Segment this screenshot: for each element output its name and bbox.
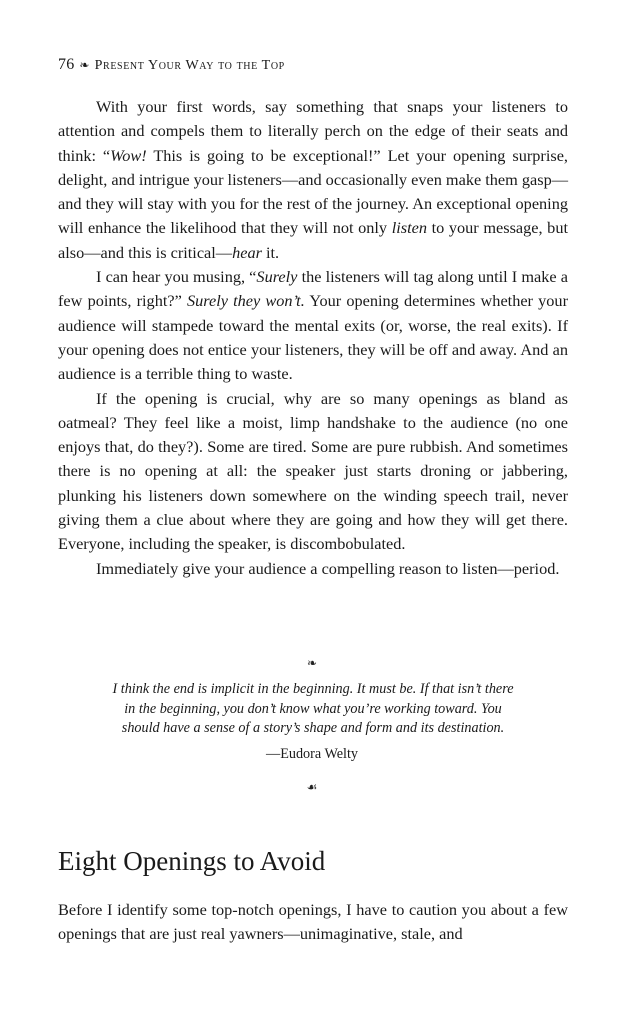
running-header	[58, 56, 285, 74]
paragraph: If the opening is crucial, why are so many openings as bland as oatmeal? They feel like a moist, limp handshake to the audience (no one enjoys that, do they?). Some are tired. Some are pure rubbish. And sometimes there is no opening at all: the speaker just starts droning or jabbering, plunking his listeners down somewhere on the winding speech trail, never giving them a clue about where they are going and how they will get there. Everyone, including the speaker, is discombobulated.	[58, 388, 568, 554]
running-title: Present Your Way to the Top	[94, 58, 285, 73]
page-number: 76	[58, 56, 75, 73]
paragraph: Before I identify some top-notch openings, I have to caution you about a few openings that are just real yawners—unimaginative, stale, and	[58, 900, 568, 944]
body-text	[58, 95, 568, 581]
fleuron-icon: ❧	[306, 656, 318, 670]
paragraph: I can hear you musing, “Surely the listeners will tag along until I make a few points, right?” Surely they won’t. Your opening determines whether your audience will stampede toward the mental exits (or, worse, the real exits). If your opening does not entice your listeners, they will be off and away. And an audience is a terrible thing to waste.	[58, 267, 569, 384]
paragraph: With your first words, say something that snaps your listeners to attention and compels them to literally perch on the edge of their seats and think: “Wow! This is going to be exceptional!” Let your opening surprise, delight, and intrigue your listeners—and occasionally even make them gasp—and they will stay with you for the rest of the journey. An exceptional opening will enhance the likelihood that they will not only listen to your message, but also—and this is critical—hear it.	[58, 97, 569, 262]
section-heading: Eight Openings to Avoid	[58, 846, 326, 876]
epigraph-quote: I think the end is implicit in the beginning. It must be. If that isn’t there in the beginning, you don’t know what you’re working toward. You should have a sense of a story’s shape and form and its destination.	[112, 681, 514, 736]
section-body	[58, 898, 568, 947]
fleuron-icon: ❧	[79, 58, 90, 72]
paragraph: Immediately give your audience a compelling reason to listen—period.	[96, 558, 560, 578]
fleuron-icon: ☙	[306, 780, 318, 794]
epigraph-attribution: —Eudora Welty	[266, 746, 358, 762]
